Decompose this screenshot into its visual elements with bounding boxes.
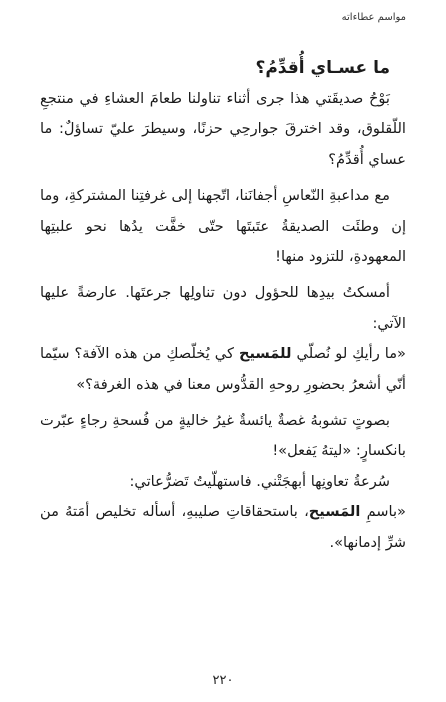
paragraph-4: بصوتٍ تشوبهُ غصةٌ يائسةٌ غيرُ خاليةٍ من فُسحةِ رجاءٍ عبّرت بانكسارٍ: «ليتهُ يَفعل»!	[40, 412, 406, 460]
quote-prayer-open: «باسمِ	[360, 503, 406, 521]
page-body	[40, 52, 406, 558]
section-heading: ما عسـاي أُقدِّمُ؟	[255, 58, 390, 78]
paragraph-5: سُرعةُ تعاونِها أبهجَتْني. فاستهلّيتُ تَضرُّعاتي:	[129, 472, 390, 490]
paragraph-1: بَوْحُ صديقَتي هذا جرى أثناء تناولنا طعامَ العشاءِ في منتجعِ اللّقلوق، وقد اخترقَ جوارحِي حزنًا، وسيطرَ عليّ تساؤلٌ: ما عساي أُقدِّمُ؟	[40, 90, 406, 168]
quote-prayer-emphasis: المَسيح	[308, 503, 361, 521]
running-head: مواسم عطاءاته	[341, 12, 406, 23]
quote-prayer-offer-rest: كي يُخلّصكِ من هذه الآفة؟ سيّما أنّي أشعرُ بحضورِ روحهِ القدُّوس معنا في هذه الغرفة؟»	[40, 345, 406, 393]
quote-prayer-offer-open: «ما رأيكِ لو نُصلّي	[291, 345, 406, 363]
quote-prayer-offer	[40, 339, 406, 400]
quote-prayer-rest: ، باستحقاقاتِ صليبهِ، أسأله تخليص أمَتهُ من شرِّ إدمانها».	[40, 503, 406, 551]
quote-prayer-offer-emphasis: للمَسيح	[238, 345, 292, 363]
quote-prayer	[40, 497, 406, 558]
page-number: ٢٢٠	[212, 673, 234, 688]
paragraph-3: أمسكتُ بيدِها للحؤول دون تناولِها جرعتَها. عارضةً عليها الآتي:	[40, 284, 406, 332]
paragraph-2: مع مداعبةِ النّعاسِ أجفانَنا، اتّجهنا إلى غرفتِنا المشتركةِ، وما إن وطئَت الصديقةُ عتَبتَها حتّى خفَّت يدُها نحو علبتِها المعهودةِ، للتزود منها!	[40, 187, 406, 266]
